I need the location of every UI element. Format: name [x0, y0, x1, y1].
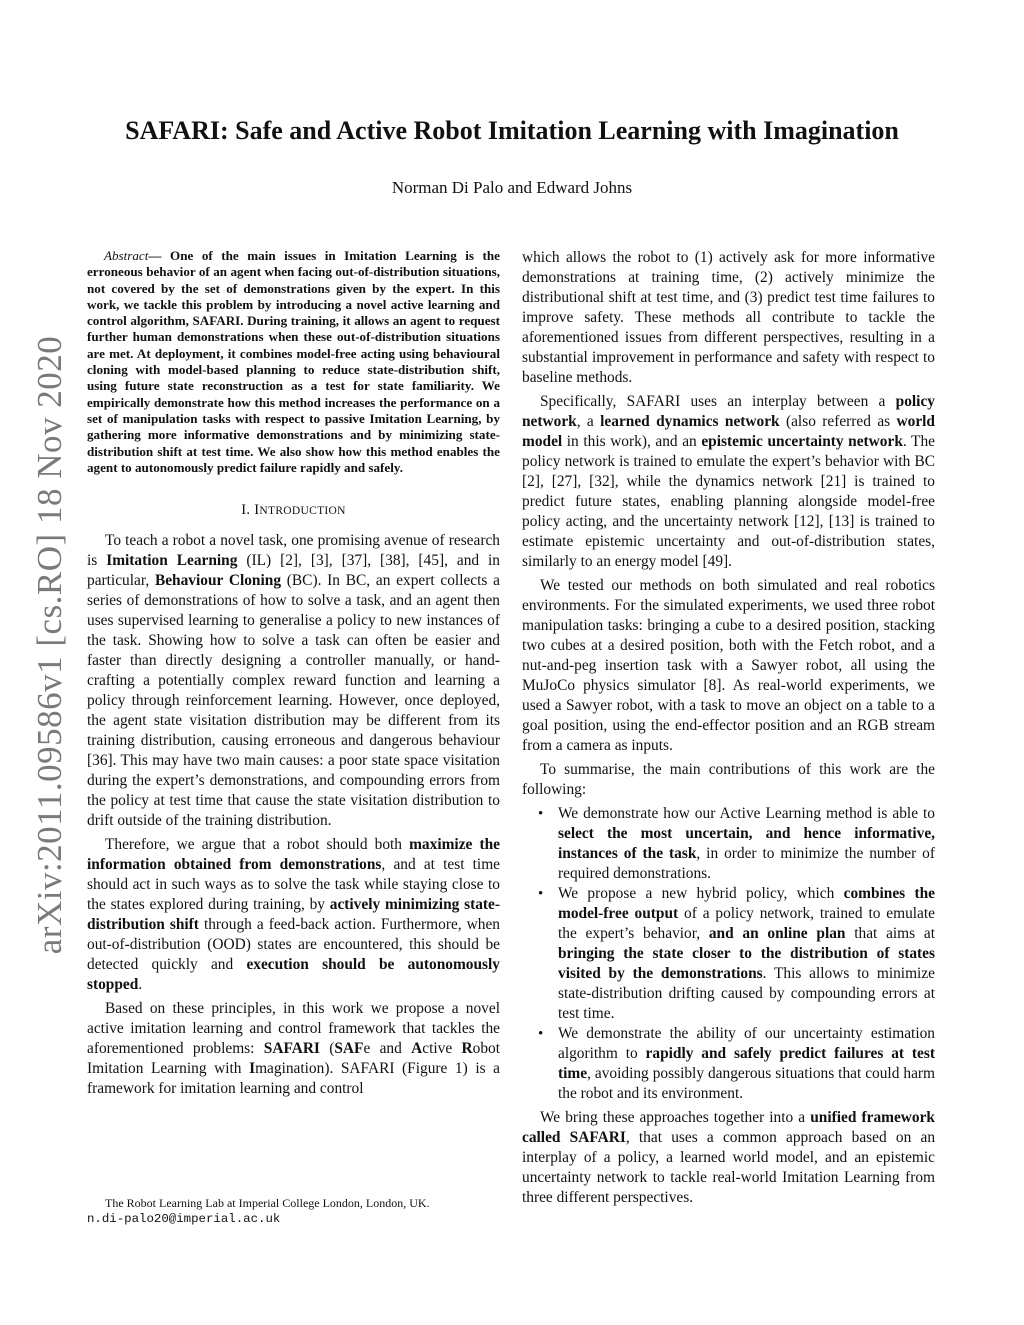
section-title-initial: I: [254, 502, 260, 519]
contribution-item: • We demonstrate the ability of our uncertainty estimation algorithm to rapidly and safely predict failures at test time, avoiding possibly dangerous situations that could harm the robot and its environment.: [538, 1025, 935, 1102]
intro-paragraph-5: Specifically, SAFARI uses an interplay between a policy network, a learned dynamics network (also referred as world model in this work), and an epistemic uncertainty network. The policy network is trained to emulate the expert’s behavior with BC [2], [27], [32], while the dynamics network [21] is trained to predict future states, enabling planning alongside model-free policy acting, and the uncertainty network [12], [13] is trained to estimate epistemic uncertainty and out-of-distribution states, similarly to an energy model [49].: [522, 393, 935, 570]
bullet-icon: •: [538, 1026, 544, 1042]
intro-paragraph-7: To summarise, the main contributions of this work are the following:: [522, 761, 935, 798]
intro-paragraph-3: Based on these principles, in this work we propose a novel active imitation learning and control framework that tackles the aforementioned problems: SAFARI (SAFe and Active Robot Imitation Learning with Imagination). SAFARI (Figure 1) is a framework for imitation learning and control: [87, 1000, 500, 1098]
abstract-label: Abstract: [104, 248, 149, 263]
paper-title: SAFARI: Safe and Active Robot Imitation Learning with Imagination: [125, 116, 899, 145]
paper-authors: Norman Di Palo and Edward Johns: [391, 178, 633, 197]
arxiv-identifier: arXiv:2011.09586v1 [cs.RO] 18 Nov 2020: [30, 335, 70, 955]
abstract: [87, 248, 500, 476]
intro-paragraph-2: Therefore, we argue that a robot should both maximize the information obtained from demonstrations, and at test time should act in such ways as to solve the task while staying close to the states explored during training, by actively minimizing state-distribution shift through a feed-back action. Furthermore, when out-of-distribution (OOD) states are encountered, this should be detected quickly and execution should be autonomously stopped.: [87, 836, 501, 994]
section-heading-introduction: [87, 502, 500, 519]
section-number: I.: [241, 502, 251, 519]
arxiv-stamp: [20, 335, 80, 955]
affiliation-text: The Robot Learning Lab at Imperial College London, London, UK.: [105, 1196, 430, 1210]
left-column: [87, 248, 500, 1103]
contribution-item: • We demonstrate how our Active Learning method is able to select the most uncertain, and hence informative, instances of the task, in order to minimize the number of required demonstrations.: [538, 805, 935, 882]
author-email: n.di-palo20@imperial.ac.uk: [87, 1212, 281, 1226]
bullet-icon: •: [538, 806, 544, 822]
affiliation-footnote: [87, 1196, 500, 1227]
abstract-text: — One of the main issues in Imitation Learning is the erroneous behavior of an agent when facing out-of-distribution situations, not covered by the set of demonstrations given by the expert. In this work, we tackle this problem by introducing a novel active learning and control algorithm, SAFARI. During training, it allows an agent to request further human demonstrations when these out-of-distribution situations are met. At deployment, it combines model-free acting using behavioural cloning with model-based planning to reduce state-distribution shift, using future state reconstruction as a test for state familiarity. We empirically demonstrate how this method increases the performance on a set of manipulation tasks with respect to passive Imitation Learning, by gathering more informative demonstrations and by minimizing state-distribution shift at test time. We also show how this method enables the agent to autonomously predict failure rapidly and safely.: [87, 248, 500, 475]
contributions-list: [522, 804, 935, 1104]
contribution-item: • We propose a new hybrid policy, which combines the model-free output of a policy network, trained to emulate the expert’s behavior, and an online plan that aims at bringing the state closer to the distribution of states visited by the demonstrations. This allows to minimize state-distribution drifting caused by compounding errors at test time.: [538, 885, 935, 1022]
section-title-rest: NTRODUCTION: [259, 505, 346, 518]
right-column: [522, 248, 935, 1212]
intro-paragraph-6: We tested our methods on both simulated and real robotics environments. For the simulated experiments, we used three robot manipulation tasks: bringing a cube to a desired position, stacking two cubes at a desired position, both with the Fetch robot, and a nut-and-peg insertion task with a Sawyer robot, all using the MuJoCo physics simulator [8]. As real-world experiments, we used a Sawyer robot, with a task to move an object on a table to a goal position, using the end-effector position and an RGB stream from a camera as inputs.: [522, 577, 935, 754]
bullet-icon: •: [538, 886, 544, 902]
intro-paragraph-4: which allows the robot to (1) actively ask for more informative demonstrations at training time, (2) actively minimize the distributional shift at test time, and (3) predict test time failures to improve safety. These methods all contribute to tackle the aforementioned issues from different perspectives, resulting in a substantial improvement in performance and safety with respect to baseline methods.: [522, 249, 935, 386]
intro-paragraph-1: To teach a robot a novel task, one promising avenue of research is Imitation Learning (IL) [2], [3], [37], [38], [45], and in particular, Behaviour Cloning (BC). In BC, an expert collects a series of demonstrations of how to solve a task, and an agent then uses supervised learning to generalise a policy to new instances of the task. Showing how to solve a task can often be easier and faster than directly designing a controller manually, or hand-crafting a potentially complex reward function and learning a policy through reinforcement learning. However, once deployed, the agent state visitation distribution may be different from its training distribution, causing erroneous and dangerous behaviour [36]. This may have two main causes: a poor state space visitation during the expert’s demonstrations, and compounding errors from the policy at test time that cause the state visitation distribution to drift outside of the training distribution.: [87, 532, 500, 830]
intro-paragraph-8: We bring these approaches together into a unified framework called SAFARI, that uses a common approach based on an interplay of a policy, a learned world model, and an epistemic uncertainty network to tackle real-world Imitation Learning from three different perspectives.: [522, 1109, 936, 1206]
